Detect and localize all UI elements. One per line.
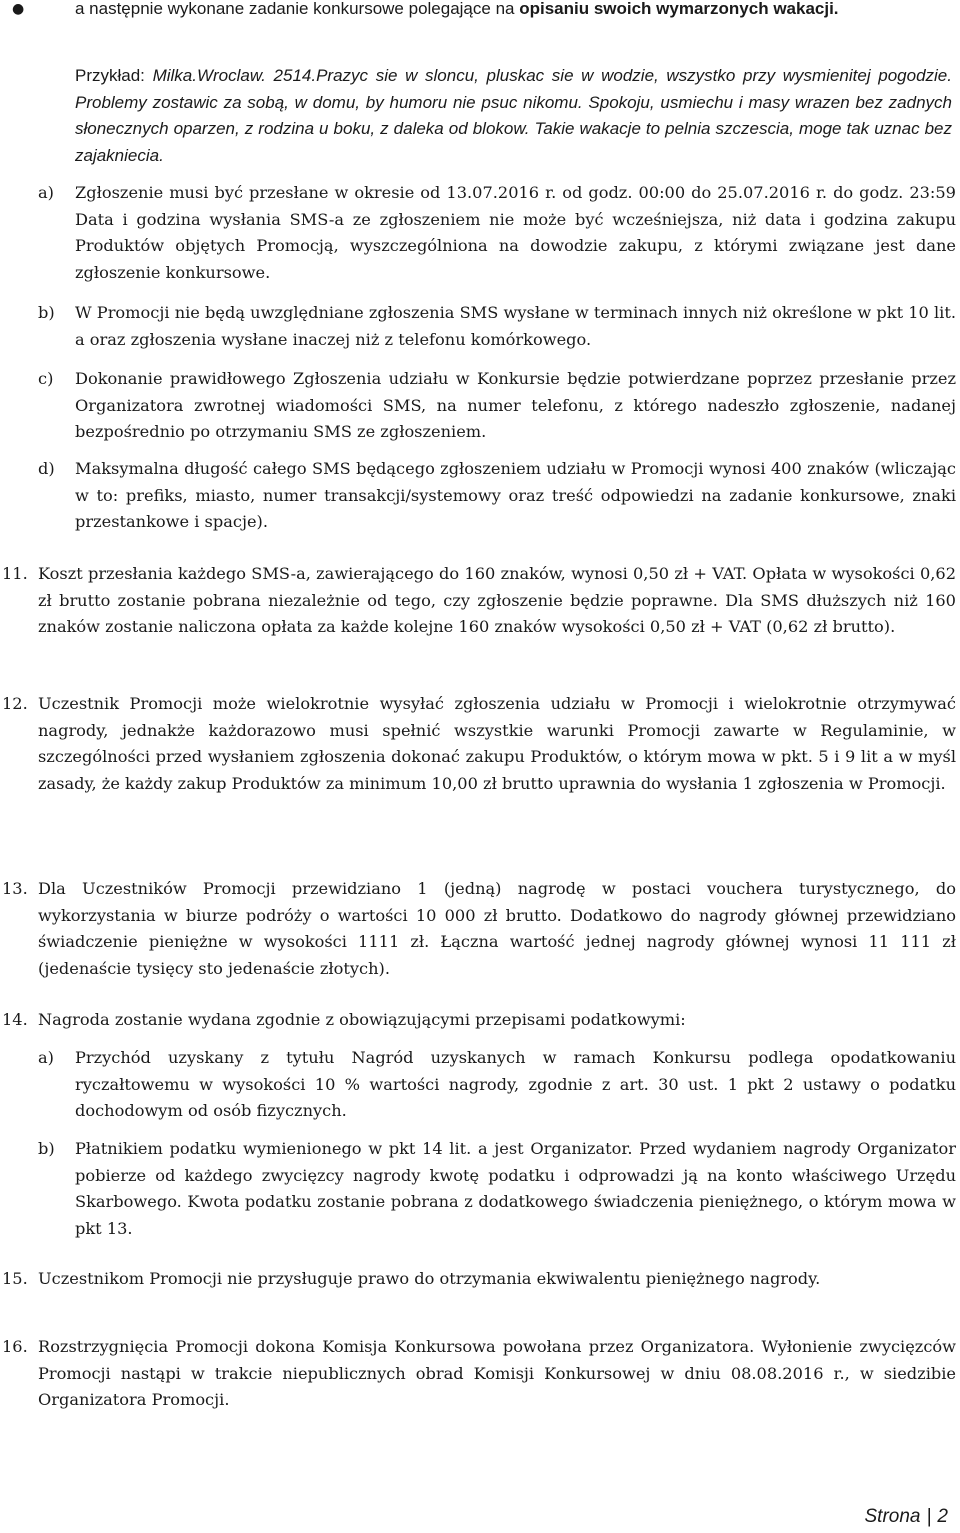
point-text: Dla Uczestników Promocji przewidziano 1 (jedną) nagrodę w postaci vouchera turystycznego, do wykorzystania w biurze podróży o wartości 10 000 zł brutto. Dodatkowo do nagrody głównej przewidziano świadczenie pieniężne w wysokości 1111 zł. Łączna wartość jednej nagrody głównej wynosi 11 111 zł (jedenaście tysięcy sto jedenaście złotych). (38, 879, 956, 978)
point-14 (2, 1007, 956, 1034)
item-text: Płatnikiem podatku wymienionego w pkt 14 lit. a jest Organizator. Przed wydaniem nagrody Organizator pobierze od każdego zwycięzcy nagrody kwotę podatku i odprowadzi ją na konto właściwego Urzędu Skarbowego. Kwota podatku zostanie pobrana z dodatkowego świadczenia pieniężnego, o którym mowa w pkt 13. (75, 1139, 956, 1238)
page-number: 2 (937, 1506, 948, 1527)
section14-item-a (38, 1045, 956, 1125)
point-text: Nagroda zostanie wydana zgodnie z obowiązującymi przepisami podatkowymi: (38, 1010, 686, 1029)
point-16 (2, 1334, 956, 1414)
bullet-icon: ● (12, 1, 25, 17)
point-number: 12. (2, 694, 28, 713)
point-number: 15. (2, 1269, 28, 1288)
item-text: W Promocji nie będą uwzględniane zgłoszenia SMS wysłane w terminach innych niż określone w pkt 10 lit. a oraz zgłoszenia wysłane inaczej niż z telefonu komórkowego. (75, 303, 956, 349)
section10-item-a (38, 180, 956, 286)
point-11 (2, 561, 956, 641)
section10-item-d (38, 456, 956, 536)
point-15 (2, 1266, 956, 1293)
point-number: 14. (2, 1010, 28, 1029)
footer-label: Strona (864, 1506, 921, 1527)
intro-example (75, 63, 952, 169)
section14-item-b (38, 1136, 956, 1242)
point-number: 13. (2, 879, 28, 898)
item-label: c) (38, 369, 54, 388)
item-text: Maksymalna długość całego SMS będącego zgłoszeniem udziału w Promocji wynosi 400 znaków (wliczając w to: prefiks, miasto, numer transakcji/systemowy oraz treść odpowiedzi na zadanie konkursowe, znaki przestankowe i spacje). (75, 459, 956, 531)
item-text: Dokonanie prawidłowego Zgłoszenia udziału w Konkursie będzie potwierdzane poprzez przesłanie przez Organizatora zwrotnej wiadomości SMS, na numer telefonu, z którego nadeszło zgłoszenie, nadanej bezpośrednio po otrzymaniu SMS ze zgłoszeniem. (75, 369, 956, 441)
item-label: a) (38, 183, 54, 202)
item-label: a) (38, 1048, 54, 1067)
section10-item-b (38, 300, 956, 353)
item-label: b) (38, 303, 55, 322)
example-label: Przykład: (75, 66, 153, 85)
intro-bullet (0, 0, 952, 23)
item-text: Zgłoszenie musi być przesłane w okresie od 13.07.2016 r. od godz. 00:00 do 25.07.2016 r. do godz. 23:59 Data i godzina wysłania SMS-a ze zgłoszeniem nie może być wcześniejsza, niż data i godzina zakupu Produktów objętych Promocją, wyszczególniona na dowodzie zakupu, z którymi związane jest dane zgłoszenie konkursowe. (75, 183, 956, 282)
intro-bullet-plain: a następnie wykonane zadanie konkursowe polegające na (75, 0, 520, 18)
point-text: Rozstrzygnięcia Promocji dokona Komisja Konkursowa powołana przez Organizatora. Wyłonienie zwycięzców Promocji nastąpi w trakcie niepublicznych obrad Komisji Konkursowej w dniu 08.08.2016 r., w siedzibie Organizatora Promocji. (38, 1337, 956, 1409)
item-label: d) (38, 459, 55, 478)
item-text: Przychód uzyskany z tytułu Nagród uzyskanych w ramach Konkursu podlega opodatkowaniu ryczałtowemu w wysokości 10 % wartości nagrody, zgodnie z art. 30 ust. 1 pkt 2 ustawy o podatku dochodowym od osób fizycznych. (75, 1048, 956, 1120)
point-number: 11. (2, 564, 28, 583)
intro-bullet-bold: opisaniu swoich wymarzonych wakacji. (519, 0, 839, 18)
intro-bullet-text (75, 0, 952, 23)
point-text: Uczestnik Promocji może wielokrotnie wysyłać zgłoszenia udziału w Promocji i wielokrotnie otrzymywać nagrody, jednakże każdorazowo musi spełnić wszystkie warunki Promocji zawarte w Regulaminie, w szczególności przed wysłaniem zgłoszenia dokonać zakupu Produktów, o którym mowa w pkt. 5 i 9 lit a w myśl zasady, że każdy zakup Produktów za minimum 10,00 zł brutto uprawnia do wysłania 1 zgłoszenia w Promocji. (38, 694, 956, 793)
point-text: Uczestnikom Promocji nie przysługuje prawo do otrzymania ekwiwalentu pieniężnego nagrody. (38, 1269, 821, 1288)
page-footer (865, 1505, 949, 1529)
footer-separator: | (926, 1506, 932, 1527)
example-text: Milka.Wroclaw. 2514.Prazyc sie w sloncu, pluskac sie w wodzie, wszystko przy wysmienitej pogodzie. Problemy zostawic za sobą, w domu, by humoru nie psuc nikomu. Spokoju, usmiechu i masy wrazen bez zadnych słonecznych oparzen, z rodzina u boku, z daleka od blokow. Takie wakacje to pelnia szczescia, moge tak uznac bez zajakniecia. (75, 66, 952, 165)
point-number: 16. (2, 1337, 28, 1356)
section10-item-c (38, 366, 956, 446)
point-12 (2, 691, 956, 797)
item-label: b) (38, 1139, 55, 1158)
point-13 (2, 876, 956, 982)
point-text: Koszt przesłania każdego SMS-a, zawierającego do 160 znaków, wynosi 0,50 zł + VAT. Opłata w wysokości 0,62 zł brutto zostanie pobrana niezależnie od tego, czy zgłoszenie będzie poprawne. Dla SMS dłuższych niż 160 znaków zostanie naliczona opłata za każde kolejne 160 znaków wysokości 0,50 zł + VAT (0,62 zł brutto). (38, 564, 956, 636)
